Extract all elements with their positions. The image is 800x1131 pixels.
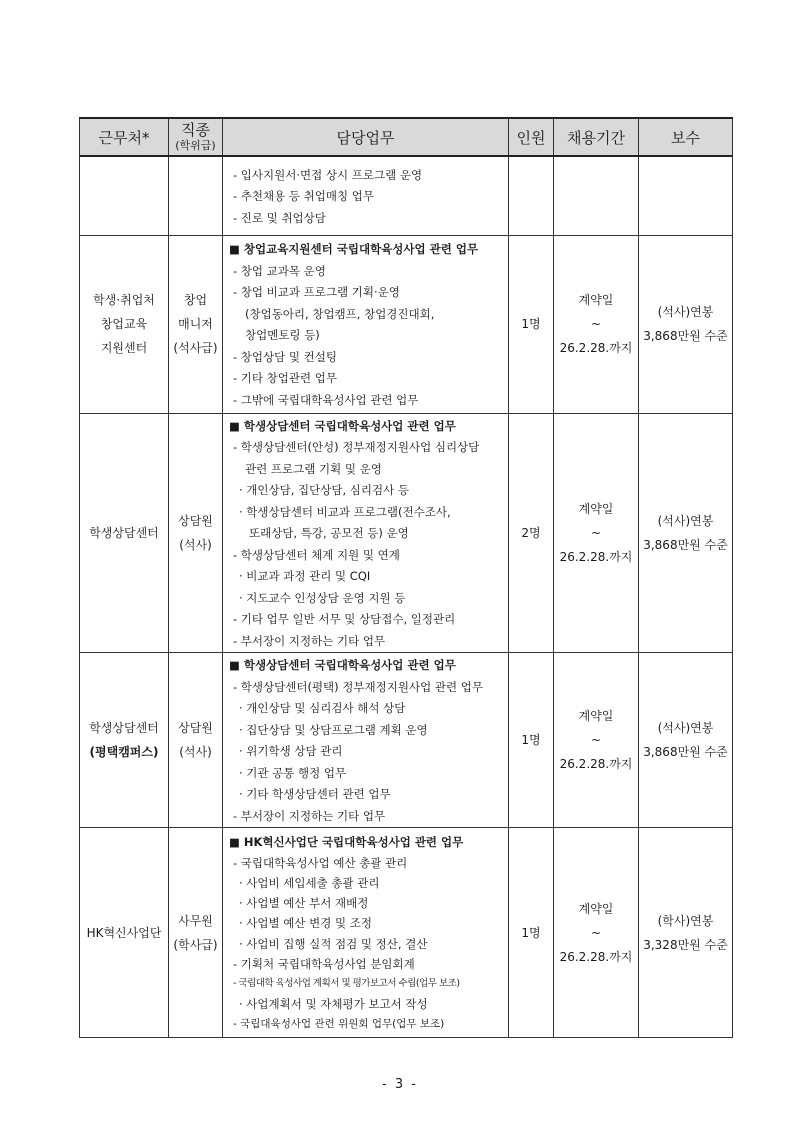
cell-headcount: 1명 — [509, 235, 554, 413]
duty-line: - 국립대학 육성사업 계획서 및 평가보고서 수립(업무 보조) — [233, 977, 460, 989]
duty-line: - 국립대육성사업 관련 위원회 업무(업무 보조) — [233, 1018, 445, 1031]
duty-line: - 진로 및 취업상담 — [233, 210, 326, 225]
cell-headcount: 2명 — [509, 413, 554, 653]
cell-pay — [639, 828, 733, 1038]
job-line: 상담원 — [178, 513, 213, 528]
duty-line: - 창업상담 및 컨설팅 — [233, 349, 337, 364]
cell-headcount: 1명 — [509, 653, 554, 828]
duty-line: · 위기학생 상담 관리 — [239, 744, 343, 758]
pay-line: (학사)연봉 — [657, 913, 714, 928]
cell-job — [169, 653, 223, 828]
header-job-type-sub: (학위급) — [175, 139, 216, 152]
table-row — [80, 413, 733, 653]
period-line: 26.2.28.까지 — [559, 949, 633, 964]
period-line: 계약일 — [578, 901, 614, 916]
duty-line: · 사업비 집행 실적 점검 및 정산, 결산 — [239, 936, 428, 951]
duty-line: - 기타 창업관련 업무 — [233, 371, 337, 385]
header-workplace: 근무처* — [80, 118, 169, 156]
period-line: ~ — [590, 925, 602, 940]
workplace-line: 학생상담센터 — [89, 525, 159, 540]
duty-line: - 창업 비교과 프로그램 기획·운영 — [233, 285, 400, 299]
period-line: 계약일 — [578, 293, 614, 307]
pay-line: (석사)연봉 — [657, 513, 714, 528]
period-line: 계약일 — [578, 709, 614, 723]
duty-heading: ■ HK혁신사업단 국립대학육성사업 관련 업무 — [229, 835, 464, 850]
duty-line: · 사업비 세입세출 총괄 관리 — [239, 875, 380, 890]
pay-line: (석사)연봉 — [657, 305, 714, 319]
duty-line: - 학생상담센터 체계 지원 및 연계 — [233, 547, 400, 562]
duty-line: - 부서장이 지정하는 기타 업무 — [233, 633, 386, 648]
duty-line: - 부서장이 지정하는 기타 업무 — [233, 808, 386, 823]
duty-heading: ■ 학생상담센터 국립대학육성사업 관련 업무 — [229, 418, 456, 433]
period-line: ~ — [590, 525, 602, 540]
cell-duties — [223, 653, 509, 828]
workplace-line: 지원센터 — [100, 341, 148, 355]
table-header-row — [80, 118, 733, 156]
cell-pay — [639, 156, 733, 235]
job-line: (석사) — [179, 745, 212, 759]
duty-line: - 그밖에 국립대학육성사업 관련 업무 — [233, 392, 419, 407]
table-row — [80, 156, 733, 235]
period-line: 26.2.28.까지 — [559, 757, 633, 771]
workplace-line: 학생상담센터 — [89, 721, 159, 735]
duty-line: (창업동아리, 창업캠프, 창업경진대회, — [245, 306, 435, 321]
header-period: 채용기간 — [554, 118, 639, 156]
duty-line: - 추천채용 등 취업매칭 업무 — [233, 189, 374, 203]
duty-line: · 지도교수 인성상담 운영 지원 등 — [239, 590, 406, 605]
workplace-line: 창업교육 — [100, 317, 148, 331]
workplace-line: 학생·취업처 — [93, 293, 155, 307]
duty-line: - 국립대학육성사업 예산 총괄 관리 — [233, 855, 408, 870]
period-line: 26.2.28.까지 — [559, 549, 633, 564]
period-line: 26.2.28.까지 — [559, 341, 633, 355]
cell-headcount — [509, 156, 554, 235]
cell-period — [554, 653, 639, 828]
duty-line: 관련 프로그램 기획 및 운영 — [245, 461, 382, 476]
job-line: 상담원 — [178, 721, 213, 735]
duty-line: · 사업별 예산 부서 재배정 — [239, 896, 369, 911]
cell-pay — [639, 653, 733, 828]
cell-period — [554, 235, 639, 413]
duty-line: · 사업계획서 및 자체평가 보고서 작성 — [239, 997, 428, 1012]
duty-heading: ■ 창업교육지원센터 국립대학육성사업 관련 업무 — [229, 242, 479, 256]
cell-job — [169, 156, 223, 235]
cell-duties — [223, 156, 509, 235]
duty-line: · 비교과 과정 관리 및 CQI — [239, 569, 371, 583]
cell-pay — [639, 235, 733, 413]
cell-job — [169, 828, 223, 1038]
cell-duties — [223, 828, 509, 1038]
pay-line: 3,868만원 수준 — [643, 537, 728, 552]
duty-line: 창업멘토링 등) — [245, 328, 320, 342]
duty-line: · 사업별 예산 변경 및 조정 — [239, 916, 373, 931]
pay-line: 3,328만원 수준 — [643, 937, 728, 952]
table-row — [80, 828, 733, 1038]
job-line: 매니저 — [178, 317, 213, 331]
job-line: (석사) — [179, 537, 212, 552]
cell-workplace — [80, 653, 169, 828]
duty-line: - 기타 업무 일반 서무 및 상담접수, 일정관리 — [233, 612, 456, 626]
duty-line: · 개인상담, 집단상담, 심리검사 등 — [239, 483, 410, 497]
header-pay: 보수 — [639, 118, 733, 156]
cell-job — [169, 235, 223, 413]
pay-line: (석사)연봉 — [657, 721, 714, 735]
duty-line: - 학생상담센터(안성) 정부재정지원사업 심리상담 — [233, 440, 480, 454]
cell-duties — [223, 413, 509, 653]
cell-period — [554, 156, 639, 235]
duty-line: · 기관 공통 행정 업무 — [239, 765, 347, 780]
cell-headcount: 1명 — [509, 828, 554, 1038]
cell-workplace — [80, 413, 169, 653]
header-job-type — [169, 118, 223, 156]
page-number: - 3 - — [382, 1077, 418, 1092]
duty-line: - 학생상담센터(평택) 정부재정지원사업 관련 업무 — [233, 679, 483, 694]
duty-line: · 집단상담 및 상담프로그램 계획 운영 — [239, 722, 428, 737]
cell-workplace — [80, 235, 169, 413]
duty-line: 또래상담, 특강, 공모전 등) 운영 — [249, 526, 409, 540]
table-row — [80, 235, 733, 413]
table-row — [80, 653, 733, 828]
header-job-type-label: 직종 — [181, 121, 210, 139]
duty-line: · 학생상담센터 비교과 프로그램(전수조사, — [239, 504, 451, 519]
cell-period — [554, 413, 639, 653]
period-line: ~ — [590, 317, 602, 331]
job-line: 창업 — [183, 293, 208, 307]
header-duties: 담당업무 — [223, 118, 509, 156]
period-line: ~ — [590, 733, 602, 747]
duty-line: · 기타 학생상담센터 관련 업무 — [239, 787, 391, 801]
pay-line: 3,868만원 수준 — [643, 329, 728, 343]
pay-line: 3,868만원 수준 — [643, 745, 728, 759]
job-line: (학사급) — [173, 937, 218, 952]
duty-line: - 창업 교과목 운영 — [233, 263, 326, 278]
cell-period — [554, 828, 639, 1038]
duty-heading: ■ 학생상담센터 국립대학육성사업 관련 업무 — [229, 658, 456, 672]
duty-line: - 기획처 국립대학육성사업 분임회계 — [233, 956, 415, 971]
job-line: (석사급) — [173, 341, 218, 355]
workplace-line: (평택캠퍼스) — [89, 745, 159, 759]
cell-pay — [639, 413, 733, 653]
cell-job — [169, 413, 223, 653]
cell-duties — [223, 235, 509, 413]
recruitment-table — [79, 117, 733, 1038]
header-headcount: 인원 — [509, 118, 554, 156]
cell-workplace — [80, 828, 169, 1038]
period-line: 계약일 — [578, 501, 614, 516]
duty-line: · 개인상담 및 심리검사 해석 상담 — [239, 701, 406, 715]
workplace-line: HK혁신사업단 — [86, 925, 162, 940]
cell-workplace — [80, 156, 169, 235]
job-line: 사무원 — [178, 913, 213, 928]
duty-line: - 입사지원서·면접 상시 프로그램 운영 — [233, 167, 423, 182]
